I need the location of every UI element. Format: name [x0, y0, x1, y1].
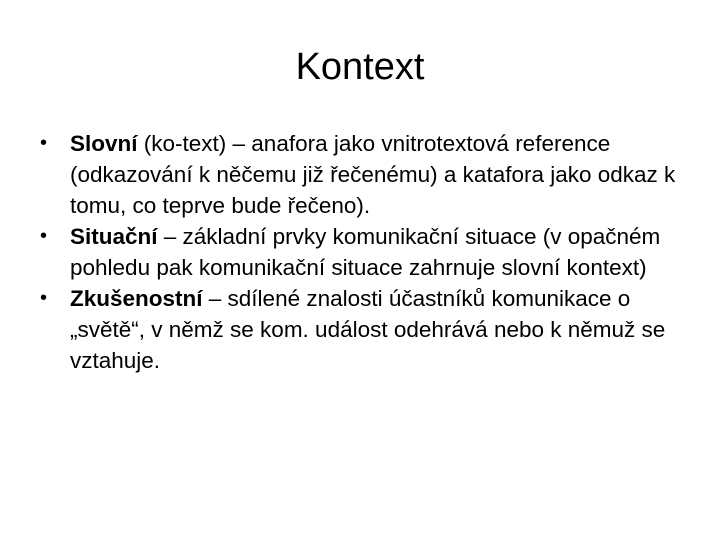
bullet-icon: •: [40, 225, 48, 247]
bullet-text: – sdílené znalosti účastníků komunikace o „světě“, v němž se kom. událost odehrává nebo k němuž se vztahuje.: [70, 286, 666, 373]
bullet-text: – základní prvky komunikační situace (v opačném pohledu pak komunikační situace zahrnuje slovní kontext): [70, 224, 661, 280]
bullet-text: (ko-text) – anafora jako vnitrotextová reference (odkazování k něčemu již řečenému) a katafora jako odkaz k tomu, co teprve bude řečeno).: [70, 131, 676, 218]
bullet-term: Situační: [70, 224, 158, 249]
bullet-item-zkusenostni: [36, 283, 676, 376]
bullet-term: Zkušenostní: [70, 286, 203, 311]
bullet-list: [36, 128, 676, 376]
slide-title: Kontext: [295, 46, 425, 88]
bullet-icon: •: [40, 287, 48, 309]
bullet-item-slovni: [36, 128, 676, 221]
bullet-term: Slovní: [70, 131, 138, 156]
bullet-icon: •: [40, 132, 48, 154]
bullet-item-situacni: [36, 221, 676, 283]
